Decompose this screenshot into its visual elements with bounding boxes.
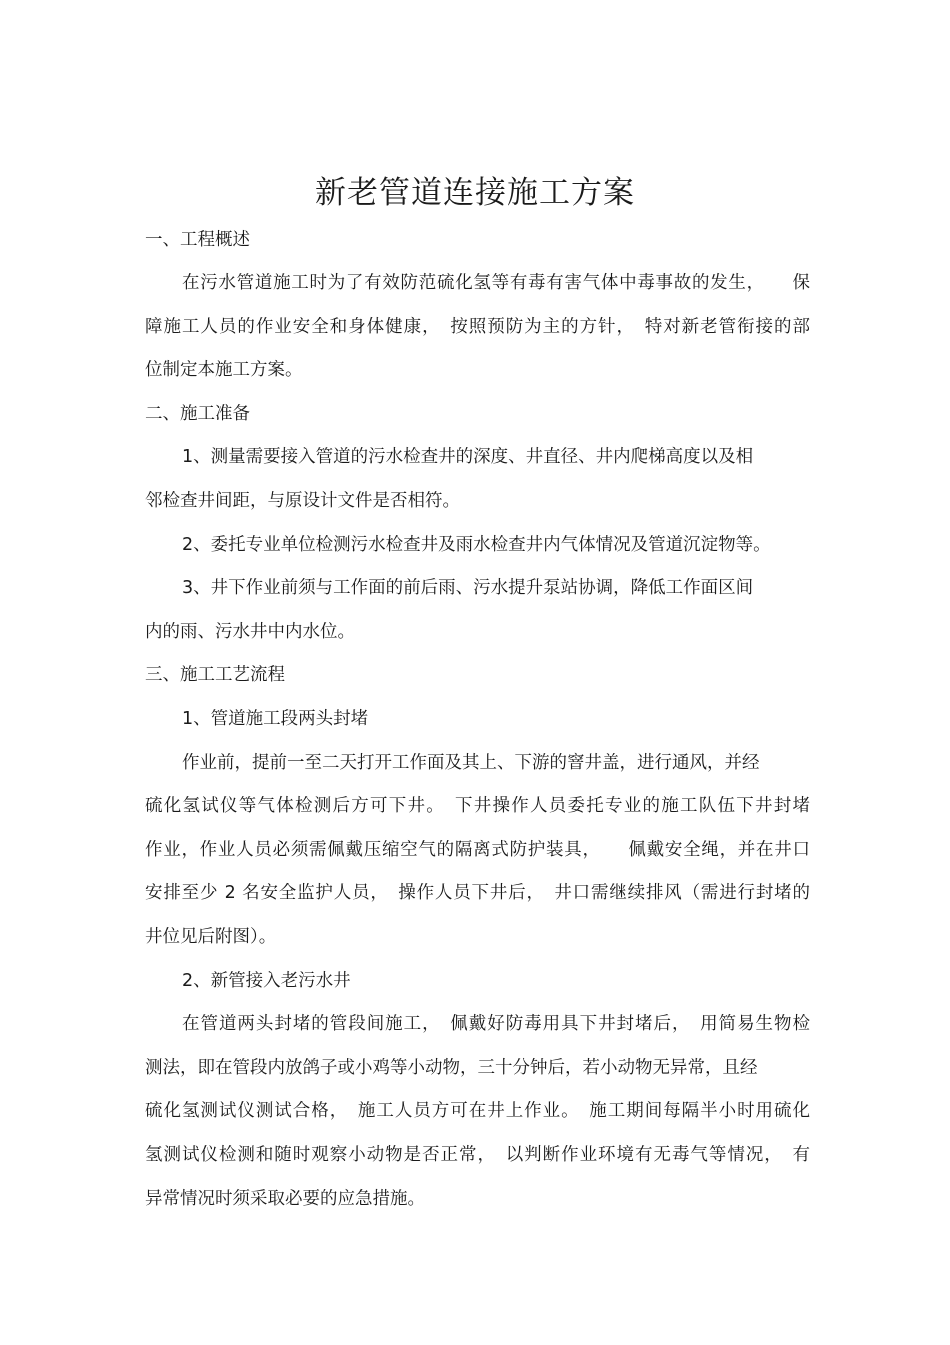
paragraph-line: 测法，即在管段内放鸽子或小鸡等小动物，三十分钟后，若小动物无异常，且经 <box>145 1058 758 1078</box>
paragraph-line: 3、井下作业前须与工作面的前后雨、污水提升泵站协调，降低工作面区间 <box>182 578 754 598</box>
section-heading-overview: 一、工程概述 <box>145 230 250 250</box>
paragraph-line: 异常情况时须采取必要的应急措施。 <box>145 1189 425 1209</box>
paragraph-line: 内的雨、污水井中内水位。 <box>145 622 355 642</box>
paragraph-line: 作业，作业人员必须需佩戴压缩空气的隔离式防护装具， 佩戴安全绳，并在井口 <box>145 840 810 860</box>
paragraph-line: 安排至少 2 名安全监护人员， 操作人员下井后， 井口需继续排风（需进行封堵的 <box>145 883 810 903</box>
paragraph-line: 障施工人员的作业安全和身体健康， 按照预防为主的方针， 特对新老管衔接的部 <box>145 317 810 337</box>
paragraph-line: 在管道两头封堵的管段间施工， 佩戴好防毒用具下井封堵后， 用简易生物检 <box>182 1014 810 1034</box>
paragraph-line: 1、测量需要接入管道的污水检查井的深度、井直径、井内爬梯高度以及相 <box>182 447 754 467</box>
paragraph-line: 硫化氢试仪等气体检测后方可下井。 下井操作人员委托专业的施工队伍下井封堵 <box>145 796 810 816</box>
paragraph-line: 氢测试仪检测和随时观察小动物是否正常， 以判断作业环境有无毒气等情况， 有 <box>145 1145 810 1165</box>
document-title: 新老管道连接施工方案 <box>315 175 635 211</box>
paragraph-line: 在污水管道施工时为了有效防范硫化氢等有毒有害气体中毒事故的发生， 保 <box>182 273 810 293</box>
paragraph-line: 邻检查井间距，与原设计文件是否相符。 <box>145 491 460 511</box>
section-heading-process: 三、施工工艺流程 <box>145 665 285 685</box>
subsection-heading: 2、新管接入老污水井 <box>182 971 351 991</box>
paragraph-line: 硫化氢测试仪测试合格， 施工人员方可在井上作业。 施工期间每隔半小时用硫化 <box>145 1101 810 1121</box>
subsection-heading: 1、管道施工段两头封堵 <box>182 709 369 729</box>
paragraph-line: 井位见后附图）。 <box>145 927 277 947</box>
paragraph-line: 作业前，提前一至二天打开工作面及其上、下游的窨井盖，进行通风，并经 <box>182 753 760 773</box>
paragraph-line: 2、委托专业单位检测污水检查井及雨水检查井内气体情况及管道沉淀物等。 <box>182 535 771 555</box>
paragraph-line: 位制定本施工方案。 <box>145 360 303 380</box>
section-heading-preparation: 二、施工准备 <box>145 404 250 424</box>
